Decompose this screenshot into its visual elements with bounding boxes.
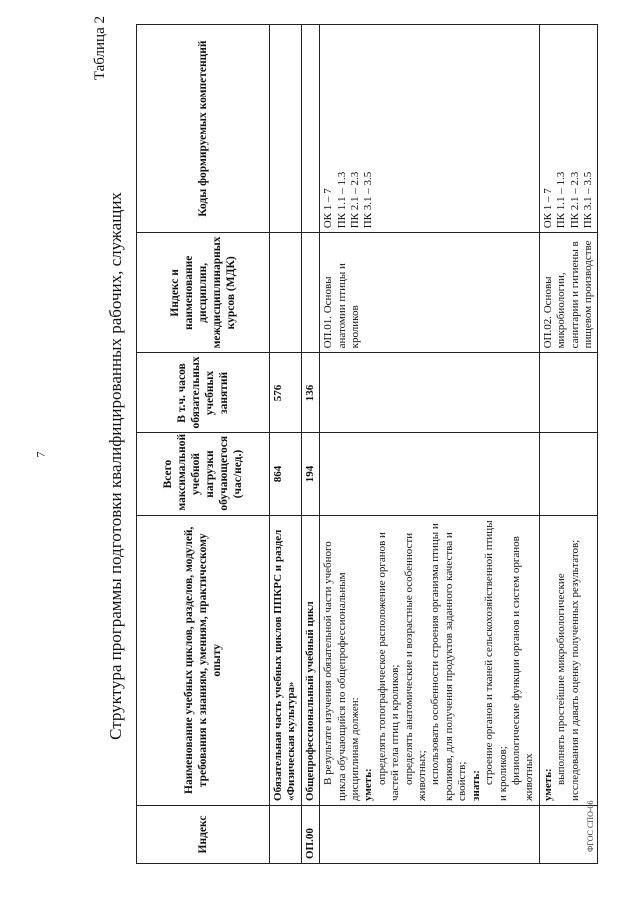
competency-code: ОК 1 – 7 bbox=[541, 188, 554, 229]
cell-op01-competencies bbox=[320, 25, 540, 233]
cell-op01-requirements bbox=[320, 515, 540, 805]
cell-op02-max bbox=[539, 433, 598, 515]
header-index: Индекс bbox=[137, 805, 270, 863]
cell-mandatory-comp bbox=[270, 25, 302, 233]
competency-code: ПК 2.1 – 2.3 bbox=[568, 171, 581, 229]
table-title: Структура программы подготовки квалифицированных рабочих, служащих bbox=[106, 192, 125, 740]
cell-mandatory-max: 864 bbox=[270, 433, 302, 515]
op01-skill-item: определять топографическое расположение органов и частей тела птиц и кроликов; bbox=[375, 532, 402, 801]
cell-op-comp bbox=[301, 25, 319, 233]
competency-code: ПК 1.1 – 1.3 bbox=[555, 171, 568, 229]
table-row-op00 bbox=[301, 25, 319, 864]
table-header-row bbox=[137, 25, 270, 864]
competency-code: ПК 1.1 – 1.3 bbox=[335, 171, 348, 229]
header-name: Наименование учебных циклов, разделов, модулей, требования к знаниям, умениям, практическому опыту bbox=[137, 515, 270, 805]
cell-op-name: Общепрофессиональный учебный цикл bbox=[301, 515, 319, 805]
cell-op02-requirements bbox=[539, 515, 598, 805]
op01-skill-item: использовать особенности строения организма птицы и кроликов, для получения продуктов заданного качества и свойств; bbox=[429, 523, 469, 801]
cell-op02-obl bbox=[539, 353, 598, 433]
op01-intro: В результате изучения обязательной части учебного цикла обучающийся по общепрофессиональным дисциплинам должен: bbox=[322, 541, 362, 801]
op01-skills-label: уметь: bbox=[362, 768, 375, 801]
rotated-page-content bbox=[92, 16, 602, 876]
cell-op-max: 194 bbox=[301, 433, 319, 515]
cell-op-index: ОП.00 bbox=[301, 805, 319, 863]
op02-skills-label: уметь: bbox=[541, 768, 554, 801]
table-row-mandatory-part bbox=[270, 25, 302, 864]
header-competencies: Коды формируемых компетенций bbox=[137, 25, 270, 233]
competency-code: ПК 3.1 – 3.5 bbox=[581, 171, 594, 229]
page-number: 7 bbox=[33, 451, 48, 458]
header-mandatory: В т.ч. часов обязательных учебных занятий bbox=[137, 353, 270, 433]
cell-op02-competencies bbox=[539, 25, 598, 233]
curriculum-structure-table bbox=[136, 24, 598, 864]
header-max-load: Всего максимальной учебной нагрузки обучающегося (час/нед.) bbox=[137, 433, 270, 515]
competency-code: ПК 2.1 – 2.3 bbox=[349, 171, 362, 229]
table-caption bbox=[92, 16, 132, 876]
cell-op01-max bbox=[320, 433, 540, 515]
op01-knowledge-item: физиологические функции органов и систем органов животных bbox=[509, 536, 536, 801]
op01-skill-item: определять анатомические и возрастные особенности животных; bbox=[402, 532, 429, 801]
cell-index-empty bbox=[270, 805, 302, 863]
cell-op02-mdk: ОП.02. Основы микробиологии, санитарии и гигиены в пищевом производстве bbox=[539, 233, 598, 353]
competency-code: ОК 1 – 7 bbox=[322, 188, 335, 229]
cell-mandatory-name: Обязательная часть учебных циклов ППКРС и раздел «Физическая культура» bbox=[270, 515, 302, 805]
cell-op01-obl bbox=[320, 353, 540, 433]
cell-op02-index bbox=[539, 805, 598, 863]
cell-mandatory-mdk bbox=[270, 233, 302, 353]
footer-code: ФГОС СПО-06 bbox=[586, 800, 595, 852]
header-mdk: Индекс и наименование дисциплин, междисциплинарных курсов (МДК) bbox=[137, 233, 270, 353]
cell-op01-index bbox=[320, 805, 540, 863]
table-row-op02 bbox=[539, 25, 598, 864]
cell-mandatory-obl: 576 bbox=[270, 353, 302, 433]
op02-skill-item: выполнять простейшие микробиологические исследования и давать оценку полученных результатов; bbox=[555, 539, 581, 801]
cell-op01-mdk: ОП.01. Основы анатомии птицы и кроликов bbox=[320, 233, 540, 353]
op01-knowledge-item: строение органов и тканей сельскохозяйственной птицы и кроликов; bbox=[483, 520, 509, 801]
table-row-op01 bbox=[320, 25, 540, 864]
competency-code: ПК 3.1 – 3.5 bbox=[362, 171, 375, 229]
cell-op-mdk bbox=[301, 233, 319, 353]
table-number: Таблица 2 bbox=[92, 16, 108, 81]
cell-op-obl: 136 bbox=[301, 353, 319, 433]
op01-knowledge-label: знать: bbox=[469, 770, 482, 801]
